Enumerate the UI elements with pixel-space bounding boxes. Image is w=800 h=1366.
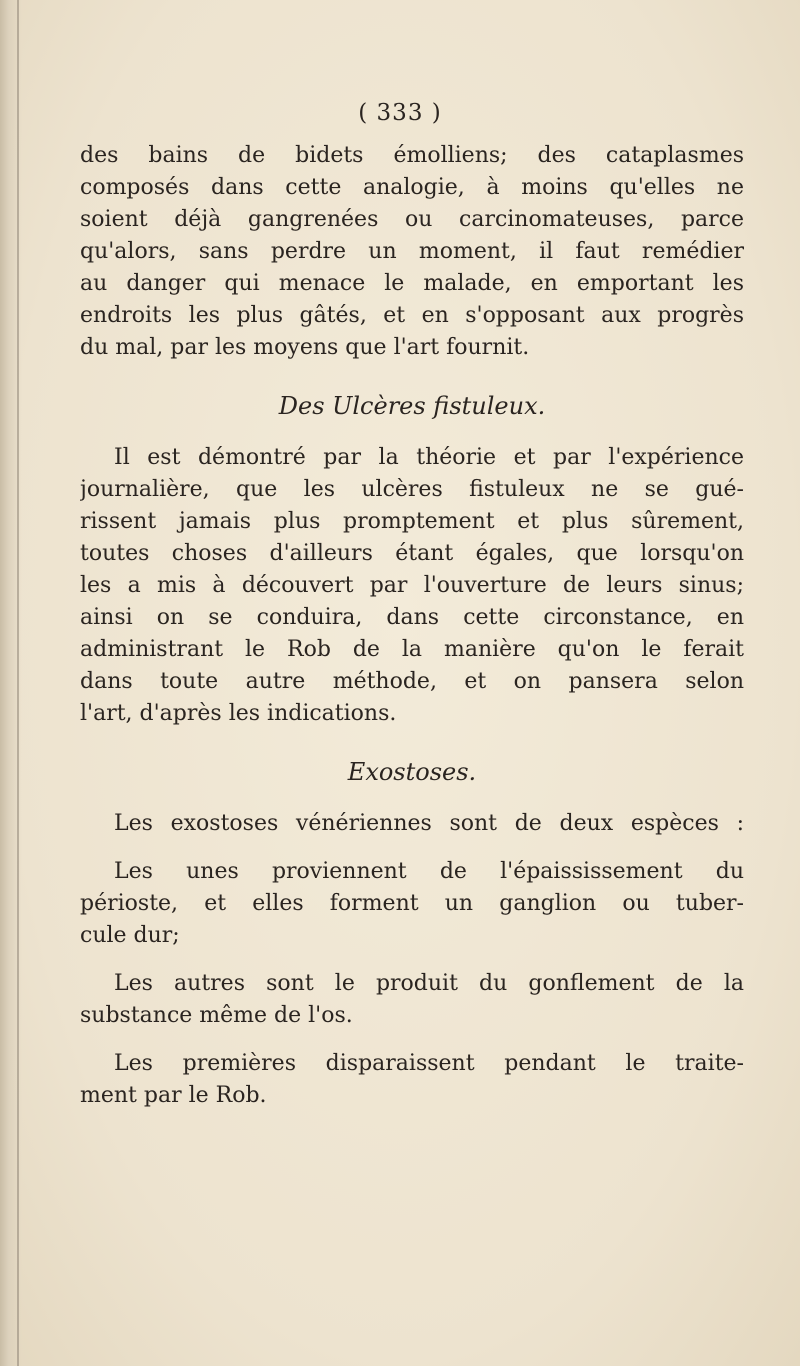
text-line: des bains de bidets émolliens; des cataplasmes — [80, 143, 744, 168]
text-line: ainsi on se conduira, dans cette circonstance, en — [80, 605, 744, 630]
text-line: dans toute autre méthode, et on pansera selon — [80, 669, 744, 694]
text-line: ment par le Rob. — [80, 1083, 267, 1108]
page-binding-edge — [17, 0, 19, 1366]
text-line: qu'alors, sans perdre un moment, il faut remédier — [80, 239, 744, 264]
text-line: endroits les plus gâtés, et en s'opposant aux progrès — [80, 303, 744, 328]
section-heading-ulceres: Des Ulcères fistuleux. — [278, 392, 546, 420]
text-line: périoste, et elles forment un ganglion ou tuber- — [80, 891, 744, 916]
text-line: Les exostoses vénériennes sont de deux espèces : — [114, 811, 744, 836]
section-heading-exostoses: Exostoses. — [347, 758, 477, 786]
text-line: soient déjà gangrenées ou carcinomateuses, parce — [80, 207, 744, 232]
text-line: journalière, que les ulcères fistuleux ne se gué- — [80, 477, 744, 502]
text-line: toutes choses d'ailleurs étant égales, que lorsqu'on — [80, 541, 744, 566]
paragraph-exostoses-3 — [80, 1048, 744, 1112]
text-line: Les autres sont le produit du gonflement de la — [114, 971, 744, 996]
page-text — [80, 140, 744, 1112]
paragraph-intro — [80, 140, 744, 364]
text-line: administrant le Rob de la manière qu'on le ferait — [80, 637, 744, 662]
paragraph-exostoses-2 — [80, 968, 744, 1032]
text-line: cule dur; — [80, 923, 180, 948]
text-line: Il est démontré par la théorie et par l'expérience — [114, 445, 744, 470]
text-line: les a mis à découvert par l'ouverture de leurs sinus; — [80, 573, 744, 598]
paragraph-exostoses-1 — [80, 856, 744, 952]
text-line: l'art, d'après les indications. — [80, 701, 397, 726]
paragraph-exostoses-intro — [80, 808, 744, 840]
paragraph-ulceres — [80, 442, 744, 730]
text-line: substance même de l'os. — [80, 1003, 353, 1028]
page-number: ( 333 ) — [358, 100, 442, 126]
text-line: au danger qui menace le malade, en emportant les — [80, 271, 744, 296]
text-line: Les unes proviennent de l'épaississement du — [114, 859, 744, 884]
text-line: du mal, par les moyens que l'art fournit. — [80, 335, 530, 360]
text-line: composés dans cette analogie, à moins qu'elles ne — [80, 175, 744, 200]
text-line: rissent jamais plus promptement et plus sûrement, — [80, 509, 744, 534]
text-line: Les premières disparaissent pendant le traite- — [114, 1051, 744, 1076]
